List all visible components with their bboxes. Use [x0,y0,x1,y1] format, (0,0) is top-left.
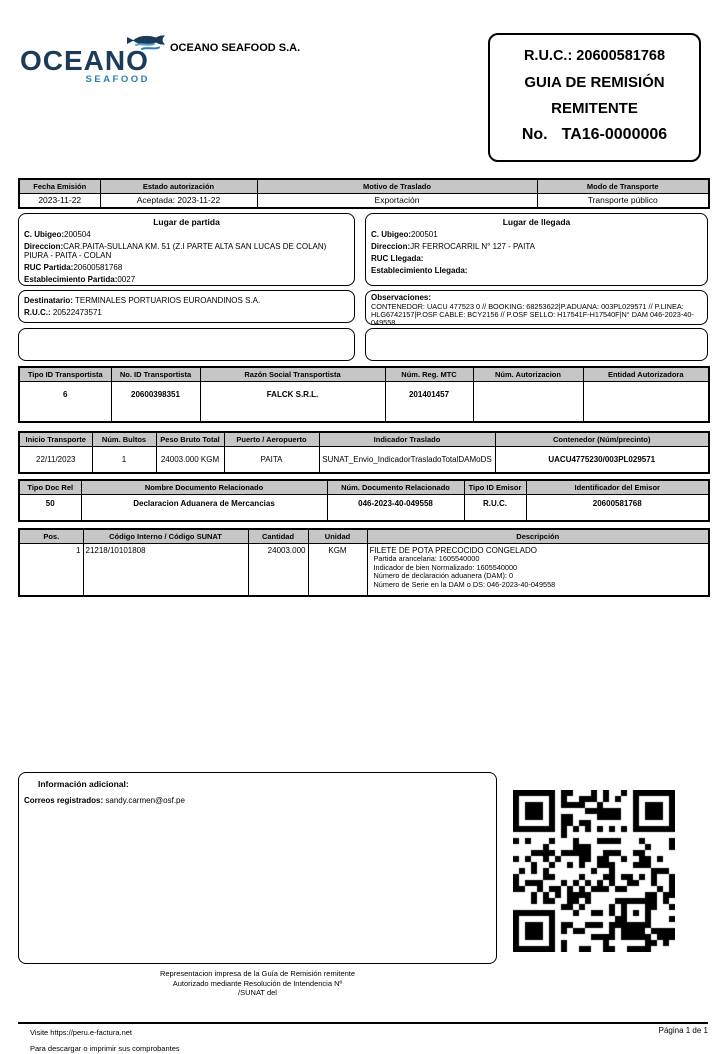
identificador-emisor-value: 20600581768 [526,495,709,521]
transporte-header-row [19,432,709,447]
col-peso-bruto: Peso Bruto Total [156,432,224,447]
partida-ubigeo-label: C. Ubigeo: [24,229,64,239]
col-nombre-doc-relacionado: Nombre Documento Relacionado [81,480,327,495]
col-fecha-emision: Fecha Emisión [19,179,100,194]
col-unidad: Unidad [308,529,367,544]
doc-title-line2: REMITENTE [551,100,638,117]
num-reg-mtc-value: 201401457 [385,382,473,422]
col-tipo-doc-rel: Tipo Doc Rel [19,480,81,495]
col-num-doc-relacionado: Núm. Documento Relacionado [327,480,464,495]
llegada-ubigeo-value: 200501 [411,229,438,239]
partida-ubigeo [24,230,349,240]
no-id-transportista-value: 20600398351 [111,382,200,422]
contenedor-value: UACU4775230/003PL029571 [495,447,709,473]
partida-ubigeo-value: 200504 [64,229,91,239]
legal-line2: Autorizado mediante Resolución de Intendencia Nº [172,978,343,988]
footer-visit-url: Visite https://peru.e-factura.net [30,1028,133,1037]
destinatario-ruc-label: R.U.C.: [24,307,51,317]
doc-title-line1: GUIA DE REMISIÓN [524,74,665,91]
documento-relacionado-table [18,479,710,522]
footer-visit-note: Para descargar o imprimir sus comprobantes [30,1044,180,1053]
logo-subtitle: SEAFOOD [85,74,150,85]
item-desc-line: Indicador de bien Normalizado: 1605540000 [373,562,518,572]
nombre-doc-relacionado-value: Declaracion Aduanera de Mercancias [81,495,327,521]
num-bultos-value: 1 [92,447,156,473]
llegada-direccion [371,242,702,252]
item-unidad: KGM [308,544,367,596]
llegada-estab-label: Establecimiento Llegada: [371,265,468,275]
col-num-reg-mtc: Núm. Reg. MTC [385,367,473,382]
emision-table [18,178,710,209]
col-estado-autorizacion: Estado autorización [100,179,257,194]
qr-code [513,790,675,952]
item-pos: 1 [19,544,83,596]
observaciones-label: Observaciones: [371,293,432,302]
partida-estab-value: 0027 [117,275,136,284]
tipo-id-transportista-value: 6 [19,382,111,422]
partida-ruc-label: RUC Partida: [24,263,74,272]
document-id-box [488,33,701,162]
col-entidad-autorizadora: Entidad Autorizadora [583,367,709,382]
emision-header-row [19,179,709,194]
empty-box-right [365,328,708,361]
partida-direccion-value: CAR.PAITA-SULLANA KM. 51 (Z.I PARTE ALTA SAN LUCAS DE COLAN) PIURA - PAITA - COLAN [24,241,327,260]
company-logo [20,30,152,85]
col-descripcion: Descripción [367,529,709,544]
transporte-table [18,431,710,474]
modo-transporte-value: Transporte público [537,194,709,208]
partida-estab-label: Establecimiento Partida: [24,275,118,284]
ruc-line: R.U.C.: 20600581768 [523,48,666,64]
correos-label: Correos registrados: [24,796,104,805]
observaciones-box [365,290,708,328]
inicio-transporte-value: 22/11/2023 [19,447,92,473]
llegada-ruc-label: RUC Llegada: [371,253,424,263]
items-header-row [19,529,709,544]
observaciones-text: CONTENEDOR: UACU 477523 0 // BOOKING: 68253622|P.ADUANA: 003PL029571 // P.LINEA: HLG6742157|P.OSF CABLE: BCY2156 // P.OSF SELLO: H17541F-H17540F|N° DAM 046-2023-40-049558 [371,301,694,328]
docrel-value-row [19,495,709,521]
puerto-aeropuerto-value: PAITA [224,447,319,473]
footer-divider [18,1022,708,1024]
col-razon-social: Razón Social Transportista [200,367,385,382]
col-puerto-aeropuerto: Puerto / Aeropuerto [224,432,319,447]
razon-social-value: FALCK S.R.L. [200,382,385,422]
item-desc-line: Número de declaración aduanera (DAM): 0 [373,571,514,581]
llegada-ubigeo-label: C. Ubigeo: [371,229,411,239]
llegada-ubigeo [371,230,702,240]
entidad-autorizadora-value [583,382,709,422]
estado-autorizacion-value: Aceptada: 2023-11-22 [100,194,257,208]
company-name: OCEANO SEAFOOD S.A. [170,42,301,54]
col-tipo-id-transportista: Tipo ID Transportista [19,367,111,382]
item-desc-title: FILETE DE POTA PRECOCIDO CONGELADO [369,546,537,555]
fish-icon [126,32,166,57]
docrel-header-row [19,480,709,495]
correos-value: sandy.carmen@osf.pe [105,796,185,805]
empty-box-left [18,328,355,361]
emision-value-row [19,194,709,208]
transporte-value-row [19,447,709,473]
page-number: Página 1 de 1 [658,1026,708,1035]
partida-ruc [24,263,349,273]
destinatario-line [24,296,349,306]
item-cantidad: 24003.000 [248,544,308,596]
partida-ruc-value: 20600581768 [73,263,123,272]
destinatario-box [18,290,355,323]
item-desc-line: Número de Serie en la DAM o DS: 046-2023-40-049558 [373,579,556,589]
legal-line1: Representacion impresa de la Guía de Remisión remitente [159,969,356,978]
col-tipo-id-emisor: Tipo ID Emisor [464,480,526,495]
item-codigo: 21218/10101808 [83,544,248,596]
transportista-value-row [19,382,709,422]
col-num-autorizacion: Núm. Autorizacion [473,367,583,382]
llegada-establecimiento [371,266,702,276]
destinatario-ruc-value: 20522473571 [52,307,102,317]
indicador-traslado-value: SUNAT_Envio_IndicadorTrasladoTotalDAMoDS [319,447,495,473]
col-inicio-transporte: Inicio Transporte [19,432,92,447]
col-no-id-transportista: No. ID Transportista [111,367,200,382]
doc-number-value: TA16-0000006 [561,126,668,143]
col-codigo: Código Interno / Código SUNAT [83,529,248,544]
destinatario-ruc-line [24,308,349,318]
num-autorizacion-value [473,382,583,422]
doc-number-label: No. [521,126,548,143]
col-cantidad: Cantidad [248,529,308,544]
lugar-llegada-box [365,213,708,286]
peso-bruto-value: 24003.000 KGM [156,447,224,473]
doc-number [490,126,699,144]
llegada-direccion-value: JR FERROCARRIL N° 127 - PAITA [410,241,535,251]
partida-direccion-label: Direccion: [24,241,64,251]
lugar-partida-box [18,213,355,286]
legal-line3: /SUNAT del [238,988,277,997]
destinatario-name: TERMINALES PORTUARIOS EUROANDINOS S.A. [74,295,261,305]
items-table [18,528,710,597]
llegada-title: Lugar de llegada [502,217,571,227]
transportista-table [18,366,710,423]
col-modo-transporte: Modo de Transporte [537,179,709,194]
transportista-header-row [19,367,709,382]
llegada-ruc [371,254,702,264]
col-contenedor: Contenedor (Núm/precinto) [495,432,709,447]
motivo-traslado-value: Exportación [257,194,537,208]
legal-text [18,969,497,998]
item-row [19,544,709,596]
logo-wordmark: OCEANO [20,45,149,76]
adicional-title: Información adicional: [38,779,129,789]
tipo-id-emisor-value: R.U.C. [464,495,526,521]
tipo-doc-rel-value: 50 [19,495,81,521]
destinatario-label: Destinatario: [24,295,73,305]
col-num-bultos: Núm. Bultos [92,432,156,447]
fecha-emision-value: 2023-11-22 [19,194,100,208]
item-descripcion [367,544,709,596]
informacion-adicional-box [18,772,497,964]
partida-title: Lugar de partida [153,217,220,227]
col-motivo-traslado: Motivo de Traslado [257,179,537,194]
partida-direccion [24,242,349,261]
col-pos: Pos. [19,529,83,544]
llegada-direccion-label: Direccion: [371,241,411,251]
item-desc-line: Partida arancelaria: 1605540000 [373,554,480,563]
col-identificador-emisor: Identificador del Emisor [526,480,709,495]
correos-line [24,796,491,805]
num-doc-relacionado-value: 046-2023-40-049558 [327,495,464,521]
partida-establecimiento [24,275,349,285]
col-indicador-traslado: Indicador Traslado [319,432,495,447]
